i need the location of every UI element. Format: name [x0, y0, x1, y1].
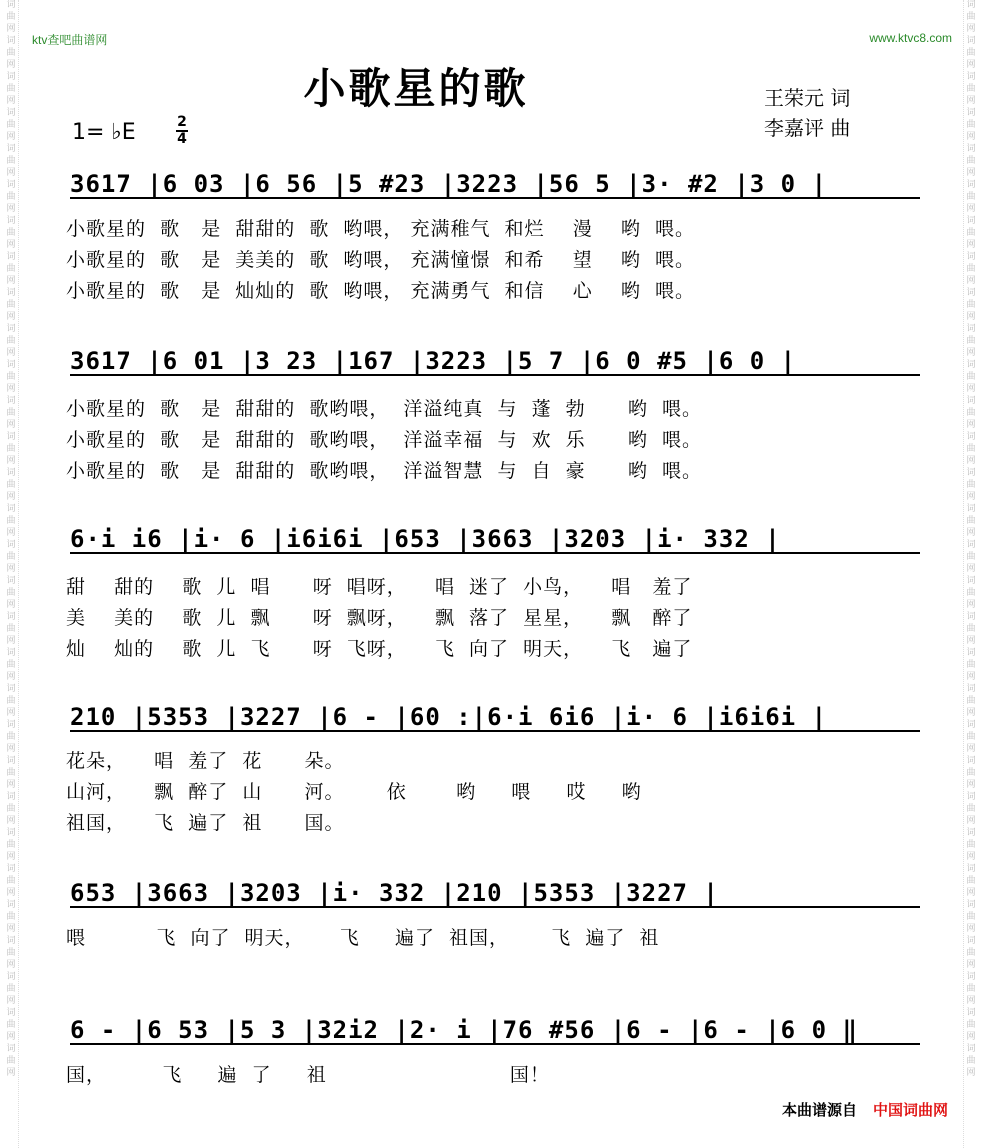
side-watermark-char: 曲: [6, 120, 16, 130]
side-watermark-char: 词: [966, 432, 976, 442]
side-watermark-char: 网: [6, 780, 16, 790]
side-watermark-char: 网: [6, 960, 16, 970]
side-watermark-char: 曲: [966, 588, 976, 598]
side-watermark-char: 词: [6, 72, 16, 82]
side-watermark-char: 曲: [6, 840, 16, 850]
side-watermark-char: 词: [6, 576, 16, 586]
side-watermark-char: 网: [6, 204, 16, 214]
side-watermark-char: 网: [6, 420, 16, 430]
side-watermark-char: 曲: [6, 984, 16, 994]
side-watermark-char: 词: [6, 36, 16, 46]
side-watermark-char: 词: [6, 648, 16, 658]
side-watermark-char: 曲: [966, 804, 976, 814]
side-watermark-char: 词: [966, 792, 976, 802]
side-watermark-char: 曲: [966, 1020, 976, 1030]
side-watermark-char: 网: [6, 816, 16, 826]
side-watermark-char: 词: [6, 0, 16, 10]
side-watermark-char: 网: [966, 888, 976, 898]
side-watermark-char: 曲: [966, 768, 976, 778]
side-watermark-char: 词: [6, 468, 16, 478]
side-watermark-char: 词: [966, 828, 976, 838]
side-watermark-char: 词: [6, 828, 16, 838]
side-watermark-char: 曲: [966, 192, 976, 202]
side-watermark-char: 词: [6, 612, 16, 622]
side-watermark-char: 曲: [966, 48, 976, 58]
source-footer: [782, 1099, 948, 1120]
side-watermark-char: 网: [6, 60, 16, 70]
side-watermark-char: 曲: [6, 1020, 16, 1030]
side-watermark-char: 网: [6, 888, 16, 898]
side-watermark-char: 曲: [6, 372, 16, 382]
side-watermark-char: 曲: [6, 480, 16, 490]
side-watermark-char: 词: [966, 252, 976, 262]
side-watermark-char: 网: [6, 132, 16, 142]
side-watermark-char: 词: [966, 0, 976, 10]
watermark-top-left: ktv查吧曲谱网: [32, 33, 108, 47]
side-watermark-char: 网: [966, 528, 976, 538]
side-watermark-char: 曲: [6, 660, 16, 670]
side-watermark-char: 曲: [966, 336, 976, 346]
side-watermark-char: 曲: [6, 624, 16, 634]
side-watermark-char: 网: [6, 852, 16, 862]
side-watermark-char: 网: [966, 24, 976, 34]
side-watermark-char: 曲: [6, 12, 16, 22]
side-watermark-char: 词: [6, 900, 16, 910]
side-watermark-char: 网: [966, 600, 976, 610]
side-watermark-char: 词: [6, 720, 16, 730]
side-watermark-char: 词: [966, 396, 976, 406]
composer-credit: 李嘉评 曲: [764, 116, 851, 140]
side-watermark-char: 曲: [6, 48, 16, 58]
score-line-4-lyric-2: 山河， 飘 醉了 山 河。 依 哟 喂 哎 哟: [66, 781, 642, 803]
score-line-1-notes: 3617 |6 03 |6 56 |5 #23 |3223 |56 5 |3· #2 |3 0 |: [70, 170, 828, 198]
side-watermark-char: 曲: [6, 768, 16, 778]
side-watermark-char: 曲: [966, 12, 976, 22]
side-watermark-char: 曲: [966, 444, 976, 454]
side-watermark-char: 网: [966, 276, 976, 286]
side-watermark-char: 网: [6, 744, 16, 754]
score-line-3-lyric-2: 美 美的 歌 儿 飘 呀 飘呀， 飘 落了 星星， 飘 醉了: [66, 607, 693, 629]
score-line-4-underline: [70, 730, 920, 732]
side-watermark-char: 曲: [966, 372, 976, 382]
side-watermark-char: 网: [6, 600, 16, 610]
side-watermark-char: 曲: [966, 300, 976, 310]
side-watermark-char: 曲: [6, 336, 16, 346]
side-watermark-char: 词: [966, 288, 976, 298]
side-watermark-char: 词: [966, 108, 976, 118]
side-watermark-char: 网: [6, 1068, 16, 1078]
side-watermark-char: 词: [966, 468, 976, 478]
side-watermark-left: [4, 0, 19, 1148]
side-watermark-char: 词: [966, 684, 976, 694]
side-watermark-char: 网: [6, 996, 16, 1006]
side-watermark-char: 网: [966, 456, 976, 466]
side-watermark-char: 网: [966, 636, 976, 646]
side-watermark-char: 曲: [966, 120, 976, 130]
side-watermark-char: 曲: [966, 696, 976, 706]
side-watermark-char: 网: [966, 312, 976, 322]
side-watermark-char: 网: [6, 168, 16, 178]
score-line-1-lyric-2: 小歌星的 歌 是 美美的 歌 哟喂， 充满憧憬 和希 望 哟 喂。: [66, 249, 695, 271]
score-line-5-notes: 653 |3663 |3203 |i· 332 |210 |5353 |3227 |: [70, 879, 719, 907]
side-watermark-char: 词: [6, 432, 16, 442]
side-watermark-char: 词: [966, 756, 976, 766]
side-watermark-char: 网: [966, 240, 976, 250]
score-line-3-lyric-3: 灿 灿的 歌 儿 飞 呀 飞呀， 飞 向了 明天， 飞 遍了: [66, 638, 693, 660]
side-watermark-char: 网: [966, 204, 976, 214]
side-watermark-char: 曲: [6, 552, 16, 562]
side-watermark-char: 词: [966, 900, 976, 910]
score-line-3-lyric-1: 甜 甜的 歌 儿 唱 呀 唱呀， 唱 迷了 小鸟， 唱 羞了: [66, 576, 693, 598]
side-watermark-char: 网: [966, 852, 976, 862]
side-watermark-char: 词: [966, 72, 976, 82]
side-watermark-char: 词: [966, 324, 976, 334]
side-watermark-char: 曲: [966, 912, 976, 922]
side-watermark-char: 词: [966, 144, 976, 154]
side-watermark-char: 网: [6, 456, 16, 466]
side-watermark-char: 网: [6, 528, 16, 538]
side-watermark-char: 网: [6, 96, 16, 106]
side-watermark-char: 曲: [6, 408, 16, 418]
side-watermark-char: 曲: [6, 588, 16, 598]
side-watermark-char: 网: [6, 1032, 16, 1042]
lyricist-credit: 王荣元 词: [764, 86, 851, 110]
side-watermark-char: 词: [966, 576, 976, 586]
side-watermark-char: 曲: [6, 84, 16, 94]
score-line-2-lyric-3: 小歌星的 歌 是 甜甜的 歌哟喂， 洋溢智慧 与 自 豪 哟 喂。: [66, 460, 702, 482]
side-watermark-char: 词: [6, 504, 16, 514]
score-line-4-lyric-3: 祖国， 飞 遍了 祖 国。: [66, 812, 345, 834]
side-watermark-char: 词: [966, 612, 976, 622]
side-watermark-char: 曲: [6, 300, 16, 310]
side-watermark-char: 词: [966, 504, 976, 514]
side-watermark-char: 网: [966, 744, 976, 754]
side-watermark-char: 网: [6, 240, 16, 250]
side-watermark-char: 词: [6, 756, 16, 766]
side-watermark-char: 网: [966, 564, 976, 574]
side-watermark-char: 曲: [6, 228, 16, 238]
key-signature: 1= ♭E: [72, 120, 136, 145]
side-watermark-char: 网: [6, 348, 16, 358]
side-watermark-char: 曲: [6, 696, 16, 706]
side-watermark-char: 网: [966, 1068, 976, 1078]
side-watermark-char: 曲: [6, 948, 16, 958]
side-watermark-char: 词: [6, 252, 16, 262]
score-line-3-underline: [70, 552, 920, 554]
side-watermark-char: 曲: [6, 1056, 16, 1066]
side-watermark-char: 曲: [966, 624, 976, 634]
score-line-4-lyric-1: 花朵， 唱 羞了 花 朵。: [66, 750, 345, 772]
side-watermark-char: 曲: [6, 804, 16, 814]
score-line-6-lyric-1: 国， 飞 遍 了 祖 国！: [66, 1064, 550, 1086]
side-watermark-char: 曲: [966, 228, 976, 238]
side-watermark-char: 词: [966, 720, 976, 730]
side-watermark-char: 词: [6, 936, 16, 946]
side-watermark-char: 曲: [6, 444, 16, 454]
source-brand-link[interactable]: 中国词曲网: [872, 1101, 948, 1119]
side-watermark-char: 网: [6, 708, 16, 718]
side-watermark-char: 词: [966, 180, 976, 190]
side-watermark-char: 网: [966, 924, 976, 934]
side-watermark-char: 曲: [6, 732, 16, 742]
side-watermark-char: 词: [966, 36, 976, 46]
side-watermark-char: 曲: [6, 912, 16, 922]
side-watermark-char: 网: [966, 492, 976, 502]
side-watermark-char: 曲: [6, 516, 16, 526]
side-watermark-char: 曲: [6, 192, 16, 202]
score-line-1-lyric-3: 小歌星的 歌 是 灿灿的 歌 哟喂， 充满勇气 和信 心 哟 喂。: [66, 280, 695, 302]
score-line-3-notes: 6·i i6 |i· 6 |i6i6i |653 |3663 |3203 |i· 332 |: [70, 525, 781, 553]
score-line-5-underline: [70, 906, 920, 908]
source-label: 本曲谱源自: [781, 1101, 857, 1119]
side-watermark-char: 曲: [966, 516, 976, 526]
score-line-4-notes: 210 |5353 |3227 |6 - |60 :|6·i 6i6 |i· 6 |i6i6i |: [70, 703, 828, 731]
side-watermark-char: 词: [6, 396, 16, 406]
side-watermark-char: 网: [966, 60, 976, 70]
side-watermark-char: 词: [6, 144, 16, 154]
score-line-2-lyric-1: 小歌星的 歌 是 甜甜的 歌哟喂， 洋溢纯真 与 蓬 勃 哟 喂。: [66, 398, 702, 420]
side-watermark-char: 网: [966, 816, 976, 826]
side-watermark-char: 词: [966, 972, 976, 982]
side-watermark-char: 词: [966, 936, 976, 946]
score-line-2-notes: 3617 |6 01 |3 23 |167 |3223 |5 7 |6 0 #5 |6 0 |: [70, 347, 797, 375]
side-watermark-char: 网: [966, 348, 976, 358]
side-watermark-char: 词: [6, 792, 16, 802]
side-watermark-char: 网: [6, 312, 16, 322]
time-signature: [176, 116, 188, 146]
side-watermark-char: 网: [966, 96, 976, 106]
side-watermark-char: 词: [966, 540, 976, 550]
side-watermark-char: 曲: [966, 876, 976, 886]
score-line-2-lyric-2: 小歌星的 歌 是 甜甜的 歌哟喂， 洋溢幸福 与 欢 乐 哟 喂。: [66, 429, 702, 451]
side-watermark-char: 曲: [966, 84, 976, 94]
side-watermark-char: 曲: [966, 408, 976, 418]
side-watermark-char: 网: [966, 132, 976, 142]
side-watermark-char: 曲: [966, 840, 976, 850]
side-watermark-char: 词: [6, 1008, 16, 1018]
side-watermark-char: 网: [966, 996, 976, 1006]
score-line-5-lyric-1: 喂 飞 向了 明天， 飞 遍了 祖国， 飞 遍了 祖: [66, 927, 660, 949]
side-watermark-char: 词: [6, 684, 16, 694]
side-watermark-char: 词: [6, 180, 16, 190]
score-line-1-underline: [70, 197, 920, 199]
side-watermark-right: [963, 0, 978, 1148]
side-watermark-char: 网: [6, 636, 16, 646]
time-signature-bottom: 4: [177, 131, 187, 147]
side-watermark-char: 曲: [966, 552, 976, 562]
score-line-6-notes: 6 - |6 53 |5 3 |32i2 |2· i |76 #56 |6 - |6 - |6 0 ‖: [70, 1016, 858, 1044]
side-watermark-char: 词: [6, 1044, 16, 1054]
side-watermark-char: 曲: [6, 876, 16, 886]
side-watermark-char: 曲: [966, 948, 976, 958]
side-watermark-char: 词: [6, 324, 16, 334]
side-watermark-char: 曲: [966, 156, 976, 166]
side-watermark-char: 曲: [966, 264, 976, 274]
side-watermark-char: 网: [966, 960, 976, 970]
side-watermark-char: 词: [966, 648, 976, 658]
side-watermark-char: 网: [966, 384, 976, 394]
side-watermark-char: 词: [6, 288, 16, 298]
side-watermark-char: 网: [966, 420, 976, 430]
side-watermark-char: 词: [6, 108, 16, 118]
time-signature-top: 2: [177, 114, 187, 130]
side-watermark-char: 词: [966, 360, 976, 370]
side-watermark-char: 曲: [6, 264, 16, 274]
side-watermark-char: 词: [966, 216, 976, 226]
side-watermark-char: 网: [966, 168, 976, 178]
side-watermark-char: 曲: [966, 732, 976, 742]
side-watermark-char: 曲: [966, 660, 976, 670]
side-watermark-char: 网: [6, 924, 16, 934]
side-watermark-char: 网: [966, 672, 976, 682]
side-watermark-char: 词: [966, 1044, 976, 1054]
side-watermark-char: 网: [966, 780, 976, 790]
side-watermark-char: 网: [6, 276, 16, 286]
side-watermark-char: 词: [6, 864, 16, 874]
side-watermark-char: 网: [6, 564, 16, 574]
side-watermark-char: 词: [6, 540, 16, 550]
watermark-top-right: www.ktvc8.com: [869, 31, 952, 45]
side-watermark-char: 词: [966, 1008, 976, 1018]
side-watermark-char: 网: [6, 24, 16, 34]
side-watermark-char: 词: [6, 216, 16, 226]
side-watermark-char: 词: [966, 864, 976, 874]
score-line-2-underline: [70, 374, 920, 376]
score-line-1-lyric-1: 小歌星的 歌 是 甜甜的 歌 哟喂， 充满稚气 和烂 漫 哟 喂。: [66, 218, 695, 240]
side-watermark-char: 网: [966, 1032, 976, 1042]
side-watermark-char: 网: [6, 384, 16, 394]
side-watermark-char: 词: [6, 360, 16, 370]
side-watermark-char: 词: [6, 972, 16, 982]
song-title: 小歌星的歌: [303, 64, 529, 113]
side-watermark-char: 曲: [966, 984, 976, 994]
score-line-6-underline: [70, 1043, 920, 1045]
side-watermark-char: 曲: [966, 1056, 976, 1066]
side-watermark-char: 曲: [6, 156, 16, 166]
side-watermark-char: 网: [6, 672, 16, 682]
side-watermark-char: 曲: [966, 480, 976, 490]
side-watermark-char: 网: [6, 492, 16, 502]
side-watermark-char: 网: [966, 708, 976, 718]
